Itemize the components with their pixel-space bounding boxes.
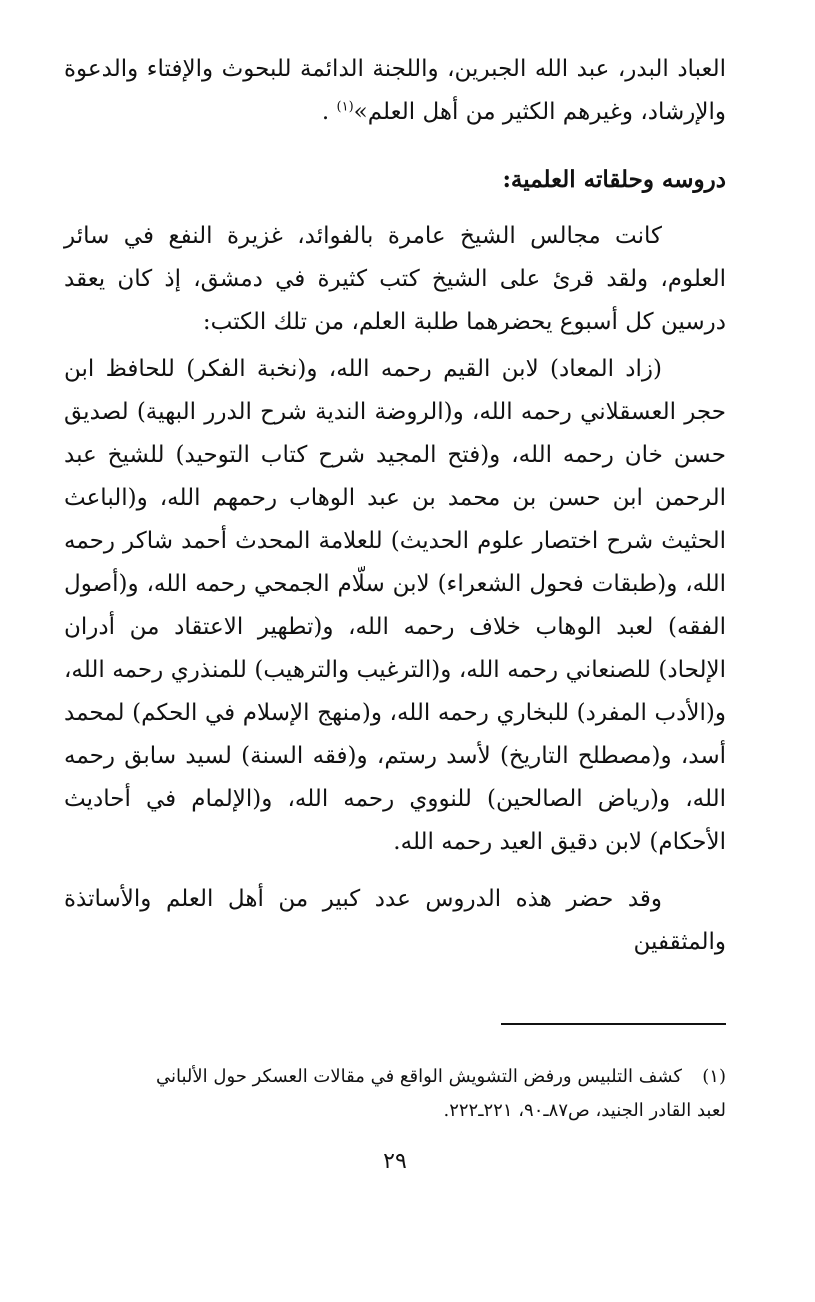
footnote-separator <box>501 1023 726 1025</box>
footnote-number: (١) <box>702 1066 726 1087</box>
footnote-line-1: كشف التلبيس ورفض التشويش الواقع في مقالات العسكر حول الألباني <box>155 1066 682 1087</box>
continuation-text: العباد البدر، عبد الله الجبرين، واللجنة الدائمة للبحوث والإفتاء والدعوة والإرشاد، وغيرهم الكثير من أهل العلم» <box>64 56 726 125</box>
continuation-paragraph <box>64 48 726 134</box>
books-paragraph: (زاد المعاد) لابن القيم رحمه الله، و(نخبة الفكر) للحافظ ابن حجر العسقلاني رحمه الله، و(الروضة الندية شرح الدرر البهية) لصديق حسن خان رحمه الله، و(فتح المجيد شرح كتاب التوحيد) للشيخ عبد الرحمن ابن حسن بن محمد بن عبد الوهاب رحمهم الله، و(الباعث الحثيث شرح اختصار علوم الحديث) للعلامة المحدث أحمد شاكر رحمه الله، و(طبقات فحول الشعراء) لابن سلّام الجمحي رحمه الله، و(أصول الفقه) لعبد الوهاب خلاف رحمه الله، و(تطهير الاعتقاد من أدران الإلحاد) للصنعاني رحمه الله، و(الترغيب والترهيب) للمنذري رحمه الله، و(الأدب المفرد) للبخاري رحمه الله، و(منهج الإسلام في الحكم) لمحمد أسد، و(مصطلح التاريخ) لأسد رستم، و(فقه السنة) لسيد سابق رحمه الله، و(رياض الصالحين) للنووي رحمه الله، و(الإلمام في أحاديث الأحكام) لابن دقيق العيد رحمه الله. <box>64 356 726 855</box>
footnote <box>64 1060 726 1128</box>
continuation-end: . <box>321 99 337 125</box>
footnote-line-2: لعبد القادر الجنيد، ص٨٧ـ٩٠، ٢٢١ـ٢٢٢. <box>443 1100 726 1121</box>
footnote-reference[interactable]: (١) <box>336 99 354 115</box>
page-number: ٢٩ <box>383 1149 407 1174</box>
book-page <box>64 48 726 1258</box>
intro-paragraph: كانت مجالس الشيخ عامرة بالفوائد، غزيرة النفع في سائر العلوم، ولقد قرئ على الشيخ كتب كثيرة في دمشق، إذ كان يعقد درسين كل أسبوع يحضرهما طلبة العلم، من تلك الكتب: <box>64 223 726 335</box>
section-heading: دروسه وحلقاته العلمية: <box>502 166 726 193</box>
closing-paragraph: وقد حضر هذه الدروس عدد كبير من أهل العلم والأساتذة والمثقفين <box>64 886 726 955</box>
